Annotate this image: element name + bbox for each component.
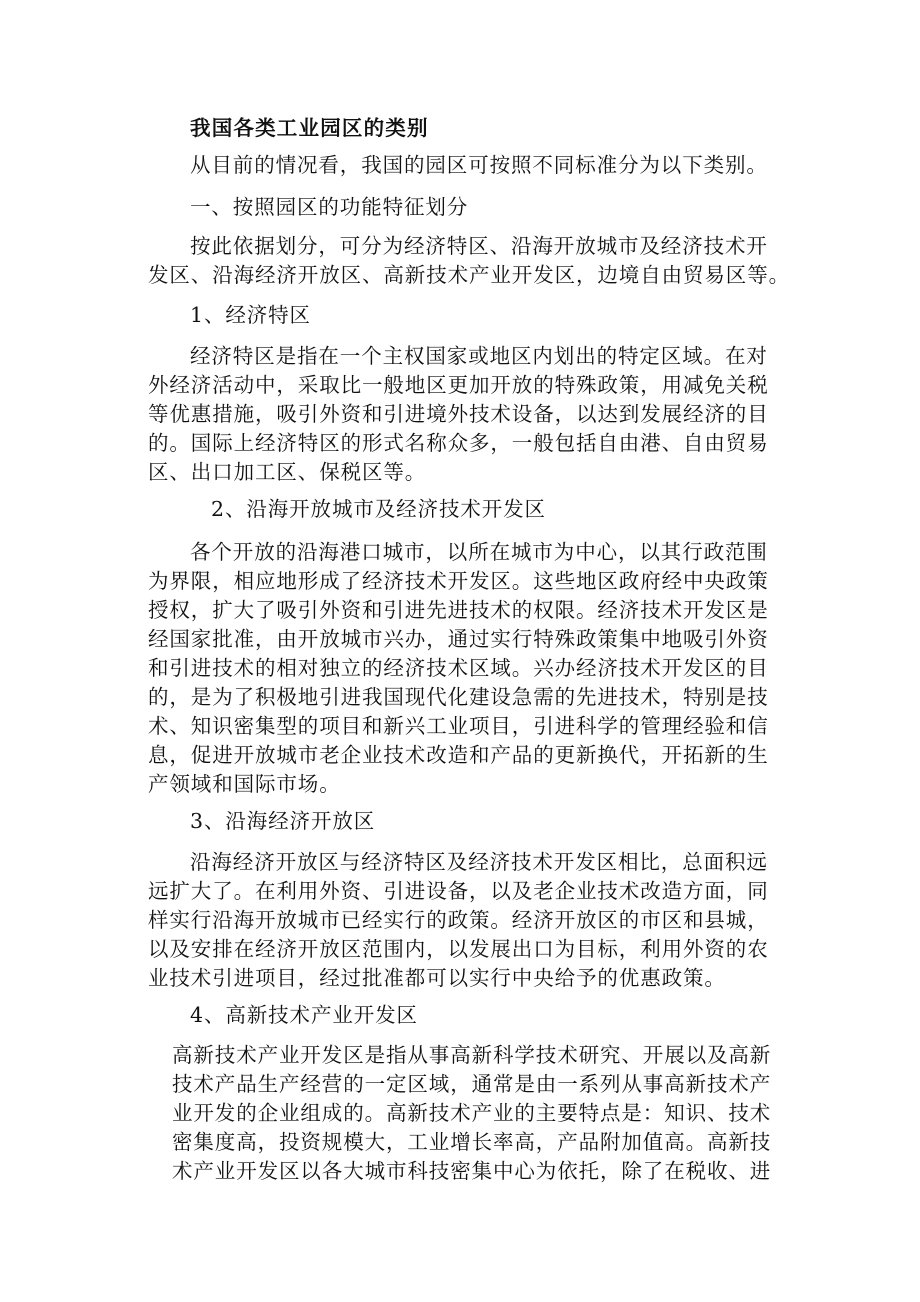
paragraph-line: 息，促进开放城市老企业技术改造和产品的更新换代，开拓新的生 (148, 743, 769, 767)
paragraph-line: 以及安排在经济开放区范围内，以发展出口为目标，利用外资的农 (148, 937, 769, 961)
paragraph-line: 为界限，相应地形成了经济技术开发区。这些地区政府经中央政策 (148, 569, 769, 593)
paragraph-line: 外经济活动中，采取比一般地区更加开放的特殊政策，用减免关税 (148, 373, 769, 397)
subsection-heading: 3、沿海经济开放区 (190, 809, 376, 833)
document-title: 我国各类工业园区的类别 (190, 116, 429, 140)
paragraph-line: 各个开放的沿海港口城市，以所在城市为中心，以其行政范围 (190, 540, 768, 564)
paragraph-line: 按此依据划分，可分为经济特区、沿海开放城市及经济技术开 (190, 234, 768, 258)
section-heading: 一、按照园区的功能特征划分 (190, 195, 469, 219)
paragraph-line: 高新技术产业开发区是指从事高新科学技术研究、开展以及高新 (172, 1043, 772, 1067)
paragraph-line: 术产业开发区以各大城市科技密集中心为依托，除了在税收、进 (172, 1159, 772, 1183)
subsection-heading: 2、沿海开放城市及经济技术开发区 (211, 497, 546, 521)
paragraph-line: 业开发的企业组成的。高新技术产业的主要特点是：知识、技术 (172, 1101, 772, 1125)
paragraph-line: 经国家批准，由开放城市兴办，通过实行特殊政策集中地吸引外资 (148, 627, 769, 651)
paragraph-line: 术、知识密集型的项目和新兴工业项目，引进科学的管理经验和信 (148, 714, 769, 738)
paragraph-line: 的。国际上经济特区的形式名称众多，一般包括自由港、自由贸易 (148, 431, 769, 455)
intro-paragraph: 从目前的情况看，我国的园区可按照不同标准分为以下类别。 (190, 153, 768, 177)
paragraph-line: 密集度高，投资规模大，工业增长率高，产品附加值高。高新技 (172, 1130, 772, 1154)
subsection-heading: 1、经济特区 (190, 303, 311, 327)
paragraph-line: 样实行沿海开放城市已经实行的政策。经济开放区的市区和县城， (148, 908, 769, 932)
paragraph-line: 业技术引进项目，经过批准都可以实行中央给予的优惠政策。 (148, 966, 726, 990)
paragraph-line: 技术产品生产经营的一定区域，通常是由一系列从事高新技术产 (172, 1072, 772, 1096)
subsection-heading: 4、高新技术产业开发区 (190, 1003, 418, 1027)
paragraph-line: 发区、沿海经济开放区、高新技术产业开发区，边境自由贸易区等。 (148, 263, 790, 287)
paragraph-line: 和引进技术的相对独立的经济技术区域。兴办经济技术开发区的目 (148, 656, 769, 680)
paragraph-line: 的，是为了积极地引进我国现代化建设急需的先进技术，特别是技 (148, 685, 769, 709)
paragraph-line: 授权，扩大了吸引外资和引进先进技术的权限。经济技术开发区是 (148, 598, 769, 622)
paragraph-line: 经济特区是指在一个主权国家或地区内划出的特定区域。在对 (190, 344, 768, 368)
paragraph-line: 沿海经济开放区与经济特区及经济技术开发区相比，总面积远 (190, 850, 768, 874)
paragraph-line: 区、出口加工区、保税区等。 (148, 460, 427, 484)
paragraph-line: 等优惠措施，吸引外资和引进境外技术设备，以达到发展经济的目 (148, 402, 769, 426)
paragraph-line: 产领域和国际市场。 (148, 772, 341, 796)
paragraph-line: 远扩大了。在利用外资、引进设备，以及老企业技术改造方面，同 (148, 879, 769, 903)
